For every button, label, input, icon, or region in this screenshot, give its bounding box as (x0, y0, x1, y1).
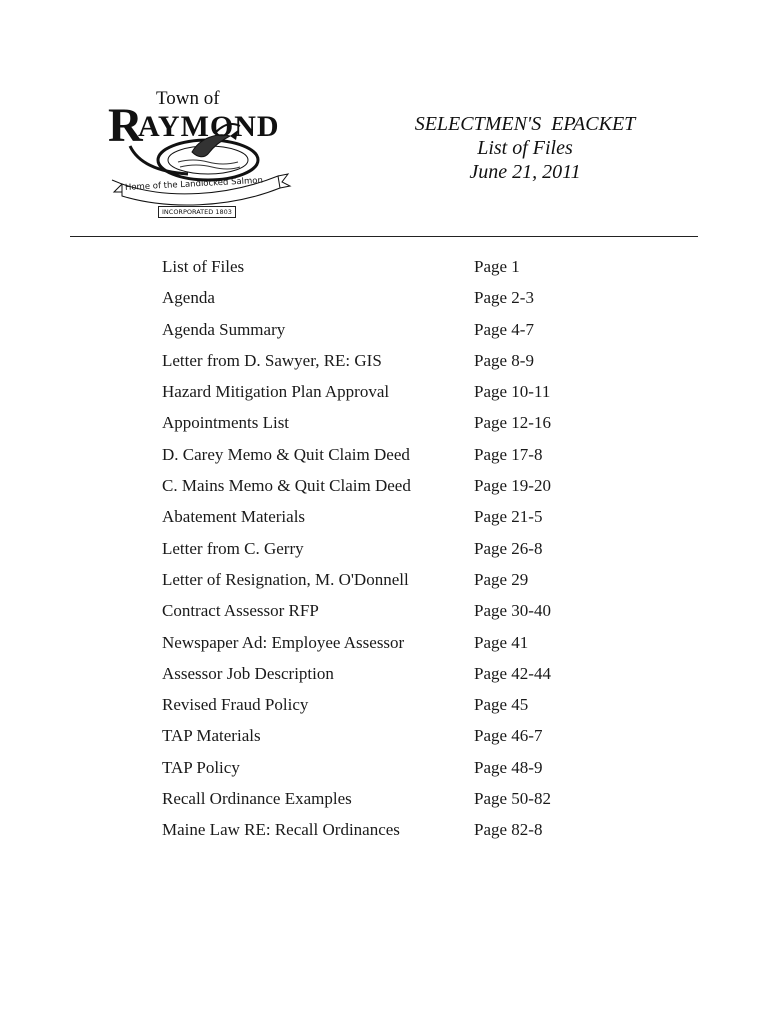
file-name: Agenda Summary (162, 319, 286, 339)
file-page: Page 45 (474, 695, 529, 715)
file-page: Page 82-8 (474, 820, 543, 840)
list-item (162, 381, 622, 412)
file-name: C. Mains Memo & Quit Claim Deed (162, 476, 411, 496)
file-name: TAP Materials (162, 726, 261, 746)
file-name: Hazard Mitigation Plan Approval (162, 382, 390, 402)
list-item (162, 256, 622, 287)
list-item (162, 788, 622, 819)
file-page: Page 8-9 (474, 350, 534, 370)
file-page: Page 26-8 (474, 538, 543, 558)
file-page: Page 21-5 (474, 507, 543, 527)
file-page: Page 46-7 (474, 726, 543, 746)
list-item (162, 287, 622, 318)
file-page: Page 2-3 (474, 288, 534, 308)
town-logo (108, 88, 298, 223)
list-item (162, 319, 622, 350)
file-page: Page 29 (474, 569, 529, 589)
file-page: Page 41 (474, 632, 529, 652)
file-name: Assessor Job Description (162, 663, 334, 683)
file-page: Page 12-16 (474, 413, 551, 433)
file-page: Page 50-82 (474, 789, 551, 809)
file-name: Letter of Resignation, M. O'Donnell (162, 569, 409, 589)
file-page: Page 10-11 (474, 382, 551, 402)
list-item (162, 663, 622, 694)
logo-initial: R (108, 99, 143, 152)
file-name: Letter from D. Sawyer, RE: GIS (162, 350, 382, 370)
file-page: Page 17-8 (474, 444, 543, 464)
logo-incorporated: INCORPORATED 1803 (158, 206, 236, 218)
file-page: Page 42-44 (474, 663, 551, 683)
document-subtitle: List of Files (477, 137, 573, 159)
logo-banner-text: Home of the Landlocked Salmon (124, 175, 264, 193)
file-page: Page 30-40 (474, 601, 551, 621)
file-name: TAP Policy (162, 757, 240, 777)
list-item (162, 475, 622, 506)
list-item (162, 569, 622, 600)
file-page: Page 48-9 (474, 757, 543, 777)
file-name: Newspaper Ad: Employee Assessor (162, 632, 405, 652)
list-item (162, 538, 622, 569)
file-name: D. Carey Memo & Quit Claim Deed (162, 444, 410, 464)
list-item (162, 725, 622, 756)
list-item (162, 444, 622, 475)
file-page: Page 19-20 (474, 476, 551, 496)
file-page: Page 4-7 (474, 319, 534, 339)
list-item (162, 694, 622, 725)
document-header (390, 112, 660, 184)
list-item (162, 412, 622, 443)
file-list (162, 256, 622, 851)
logo-town-of: Town of (156, 88, 220, 109)
file-name: Maine Law RE: Recall Ordinances (162, 820, 400, 840)
list-item (162, 600, 622, 631)
file-name: Revised Fraud Policy (162, 695, 309, 715)
list-item (162, 506, 622, 537)
list-item (162, 350, 622, 381)
document-title: SELECTMEN'S EPACKET (414, 113, 636, 135)
file-name: Letter from C. Gerry (162, 538, 304, 558)
file-name: Contract Assessor RFP (162, 601, 319, 621)
file-page: Page 1 (474, 257, 520, 276)
list-item (162, 632, 622, 663)
file-name: Agenda (162, 288, 215, 308)
file-name: Abatement Materials (162, 507, 306, 527)
list-item (162, 819, 622, 850)
file-name: Recall Ordinance Examples (162, 789, 352, 809)
header-divider (70, 236, 698, 237)
logo-town-name: AYMOND (138, 110, 280, 143)
file-name: List of Files (162, 257, 245, 276)
list-item (162, 757, 622, 788)
document-date: June 21, 2011 (469, 161, 581, 183)
file-name: Appointments List (162, 413, 290, 433)
